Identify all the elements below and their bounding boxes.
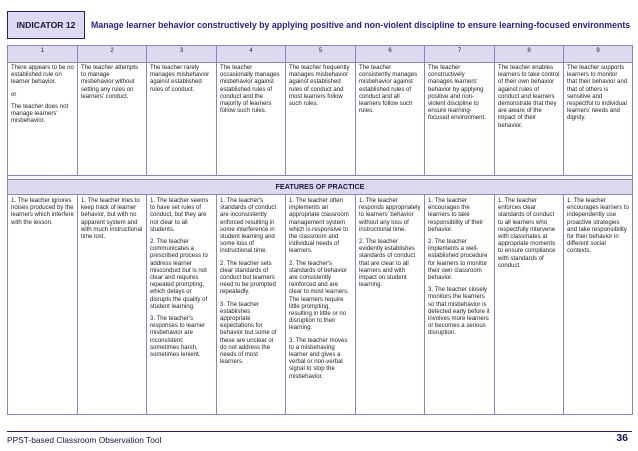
feature-text: 1. The teacher tries to keep track of learner behavior, but with no apparent system and with much instructional time lost.: [81, 198, 143, 241]
indicator-label: INDICATOR 12: [7, 11, 85, 39]
descriptor-text: The teacher supports learners to monitor that their behavior and that of others is sensitive and respectful to individual learners' needs and dignity.: [567, 65, 628, 122]
feature-text: 3. The teacher's responses to learner misbehavior are inconsistent: sometimes harsh, sometimes lenient.: [150, 316, 206, 359]
level-header-row: [8, 46, 633, 63]
descriptor-level-3: [147, 63, 217, 176]
feature-text: 2. The teacher's standards of behavior are consistently reinforced and are clear to most learners. The learners require little prompting, resulting in little or no disruption to their learning.: [289, 260, 349, 332]
descriptor-level-7: [425, 63, 495, 176]
feature-text: 2. The teacher communicates a prescribed process to address learner misconduct but is not clear and requires repeated prompting, which delays or disrupts the quality of student learning.: [150, 239, 208, 310]
level-2-header: 2: [78, 46, 147, 63]
indicator-header: [7, 11, 632, 39]
descriptor-row: [8, 63, 633, 176]
level-6-header: 6: [356, 46, 425, 63]
indicator-title: Manage learner behavior constructively by applying positive and non-violent discipline to ensure learning-focused environments: [91, 19, 631, 30]
feature-level-8: [495, 195, 564, 415]
feature-text: 3. The teacher closely monitors the learners so that misbehavior is detected early before it involves more learners or becomes a serious disruption.: [428, 287, 490, 337]
feature-text: 1. The teacher often implements an appropriate classroom management system which is responsive to the classroom and individual needs of learners.: [289, 198, 349, 255]
footer-text: PPST-based Classroom Observation Tool: [7, 435, 162, 445]
page: [7, 11, 632, 415]
descriptor-text: The teacher rarely manages misbehavior against established rules of conduct.: [150, 65, 210, 93]
feature-text: 2. The teacher implements a well-established procedure for learners to monitor their own classroom behavior.: [428, 239, 488, 282]
level-8-header: 8: [495, 46, 564, 63]
level-4-header: 4: [217, 46, 286, 63]
feature-text: 1. The teacher enforces clear standards of conduct to all learners who respectfully intervene with classmates at appropriate moments to ensure compliance with standards of conduct.: [498, 198, 556, 269]
feature-level-3: [147, 195, 217, 415]
feature-level-5: [286, 195, 356, 415]
feature-text: 1. The teacher ignores noises produced by the learners which interfere with the lesson.: [11, 198, 74, 226]
rubric-table: [7, 45, 633, 415]
descriptor-level-2: [78, 63, 147, 176]
feature-text: 3. The teacher moves to a misbehaving learner and gives a verbal or non-verbal signal to stop the misbehavior.: [289, 337, 348, 380]
descriptor-text: The teacher occasionally manages misbehavior against established rules of conduct and the majority of learners follow such rules.: [220, 65, 280, 115]
level-1-header: 1: [8, 46, 78, 63]
descriptor-text: The teacher attempts to manage misbehavior without setting any rules on learners' conduct.: [81, 65, 139, 100]
feature-text: 3. The teacher establishes appropriate expectations for behavior but some of these are unclear or do not address the needs of most learners.: [220, 301, 277, 366]
descriptor-level-1: [8, 63, 78, 176]
descriptor-level-6: [356, 63, 425, 176]
descriptor-level-9: [564, 63, 633, 176]
feature-text: 1. The teacher encourages learners to independently use proactive strategies and take responsibility for their behavior in different social contexts.: [567, 198, 629, 255]
level-5-header: 5: [286, 46, 356, 63]
feature-level-9: [564, 195, 633, 415]
descriptor-level-5: [286, 63, 356, 176]
descriptor-text: The teacher constructively manages learners' behavior by applying positive and non-violent discipline to ensure learning-focused environment.: [428, 65, 486, 122]
footer-rule: [7, 431, 632, 432]
level-7-header: 7: [425, 46, 495, 63]
feature-text: 1. The teacher seems to have set rules of conduct, but they are not clear to all students.: [150, 198, 209, 233]
feature-level-6: [356, 195, 425, 415]
feature-level-7: [425, 195, 495, 415]
descriptor-text: The teacher enables learners to take control of their own behavior against rules of conduct and learners demonstrate that they are aware of the impact of their behavior.: [498, 65, 560, 129]
feature-text: 2. The teacher evidently establishes standards of conduct that are clear to all learners and with impact on student learning.: [359, 239, 416, 289]
features-row: [8, 195, 633, 415]
descriptor-text: The teacher consistently manages misbehavior against established rules of conduct and all learners follow such rules.: [359, 65, 418, 115]
features-header-row: [8, 180, 633, 195]
descriptor-level-4: [217, 63, 286, 176]
descriptor-text: The teacher does not manage learners' misbehavior.: [11, 103, 69, 125]
feature-text: 1. The teacher encourages the learners to take responsibility of their behavior.: [428, 198, 484, 233]
descriptor-level-8: [495, 63, 564, 176]
features-heading: FEATURES OF PRACTICE: [8, 180, 633, 195]
feature-level-4: [217, 195, 286, 415]
level-9-header: 9: [564, 46, 633, 63]
page-number: 36: [616, 432, 628, 444]
descriptor-text: The teacher frequently manages misbehavior against established rules of conduct and most learners follow such rules.: [289, 65, 350, 108]
descriptor-text: or: [11, 91, 17, 98]
level-3-header: 3: [147, 46, 217, 63]
descriptor-text: There appears to be no established rule on learner behavior.: [11, 65, 74, 86]
feature-text: 2. The teacher sets clear standards of conduct but learners need to be prompted repeatedly.: [220, 260, 276, 296]
feature-level-1: [8, 195, 78, 415]
feature-level-2: [78, 195, 147, 415]
feature-text: 1. The teacher's standards of conduct are inconsistently enforced resulting in some interference in student learning and some loss of instructional time.: [220, 198, 277, 255]
feature-text: 1. The teacher responds appropriately to learners' behavior without any loss of instructional time.: [359, 198, 421, 233]
